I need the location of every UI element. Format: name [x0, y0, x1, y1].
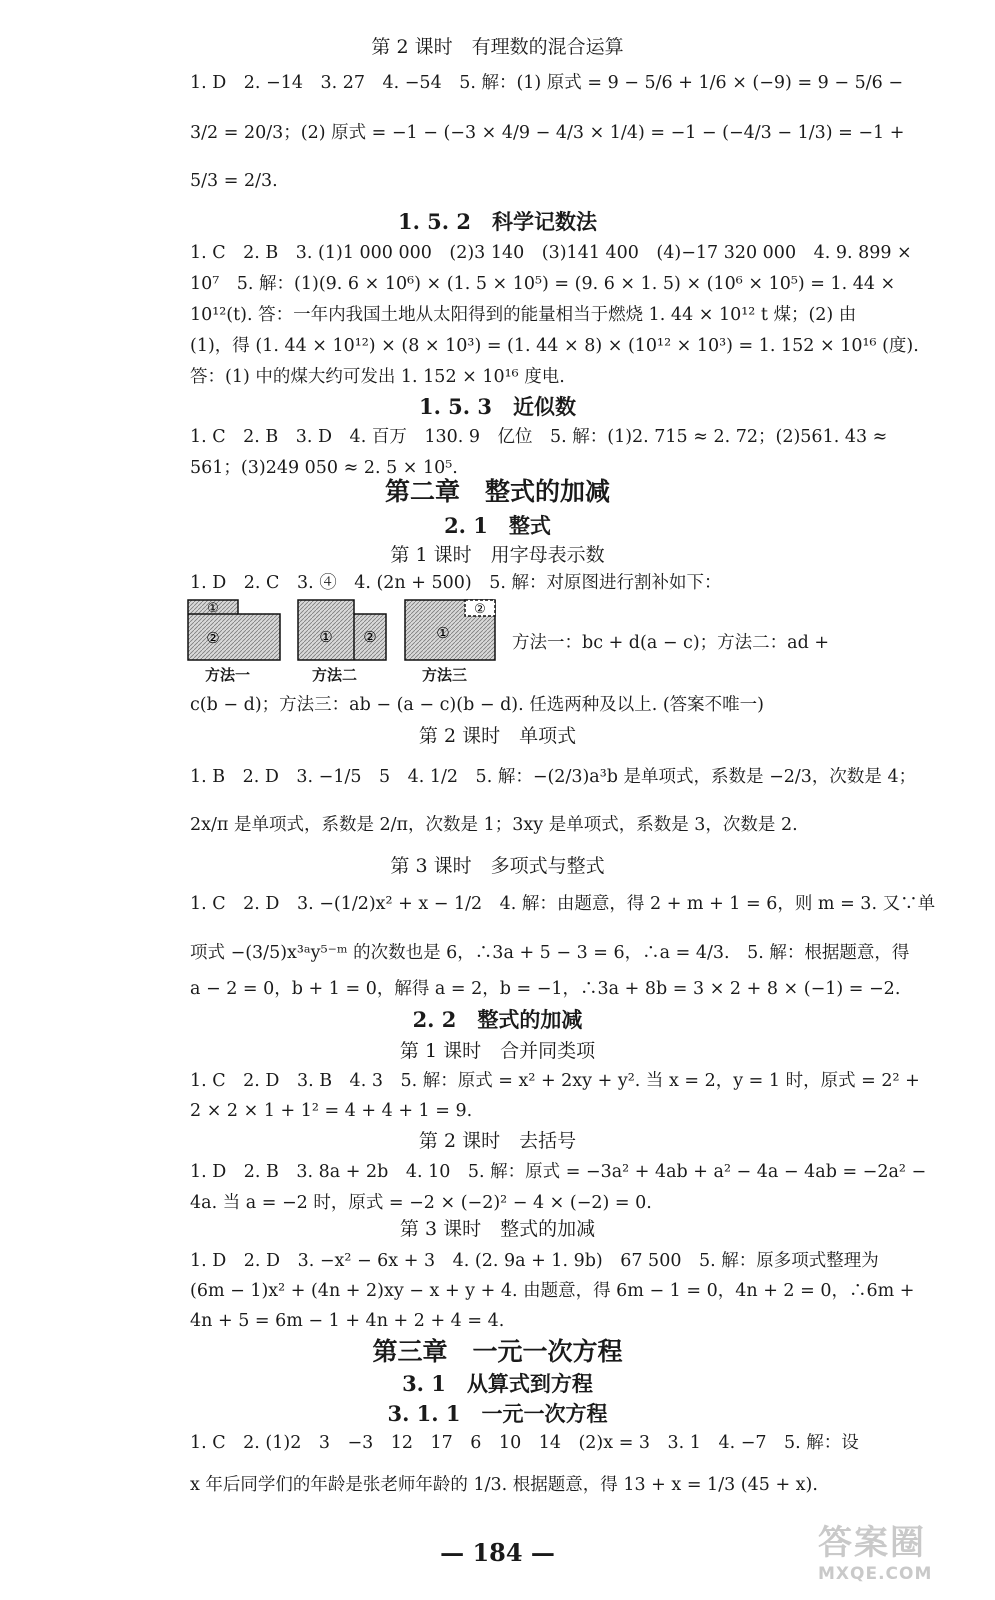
answer-line: 1. C 2. D 3. B 4. 3 5. 解：原式 = x² + 2xy + y². 当 x = 2，y = 1 时，原式 = 2² +	[190, 1071, 920, 1091]
section-heading: 1. 5. 3 近似数	[418, 394, 577, 419]
answer-line: 561；(3)249 050 ≈ 2. 5 × 10⁵.	[190, 458, 458, 478]
answer-line: 10⁷ 5. 解：(1)(9. 6 × 10⁶) × (1. 5 × 10⁵) = (9. 6 × 1. 5) × (10⁶ × 10⁵) = 1. 44 ×	[190, 274, 896, 294]
answer-line: 1. D 2. B 3. 8a + 2b 4. 10 5. 解：原式 = −3a² + 4ab + a² − 4a − 4ab = −2a² −	[190, 1162, 927, 1182]
section-heading: 2. 2 整式的加减	[412, 1007, 583, 1032]
answer-line: x 年后同学们的年龄是张老师年龄的 1/3. 根据题意，得 13 + x = 1/3 (45 + x).	[190, 1475, 818, 1495]
region-label: ②	[474, 602, 486, 617]
section-heading: 第 1 课时 合并同类项	[399, 1040, 596, 1062]
answer-line: 10¹²(t). 答：一年内我国土地从太阳得到的能量相当于燃烧 1. 44 × 10¹² t 煤；(2) 由	[190, 305, 857, 325]
answer-line: a − 2 = 0，b + 1 = 0，解得 a = 2，b = −1，∴3a + 8b = 3 × 2 + 8 × (−1) = −2.	[190, 979, 901, 999]
section-heading: 2. 1 整式	[444, 513, 551, 538]
region-label: ①	[207, 601, 219, 616]
chapter-heading: 第三章 一元一次方程	[372, 1337, 623, 1366]
answer-line: 项式 −(3/5)x³ᵃy⁵⁻ᵐ 的次数也是 6，∴3a + 5 − 3 = 6，∴a = 4/3. 5. 解：根据题意，得	[190, 943, 910, 963]
method-one-figure	[186, 598, 282, 666]
section-heading: 第 3 课时 整式的加减	[399, 1218, 596, 1240]
section-heading: 3. 1 从算式到方程	[402, 1371, 593, 1396]
watermark-brand: 答案圈	[818, 1523, 926, 1563]
figure-caption: 方法一	[205, 666, 251, 684]
page-number: — 184 —	[440, 1538, 555, 1567]
answer-line: (1)，得 (1. 44 × 10¹²) × (8 × 10³) = (1. 44 × 8) × (10¹² × 10³) = 1. 152 × 10¹⁶ (度).	[190, 336, 919, 356]
section-heading: 3. 1. 1 一元一次方程	[387, 1401, 608, 1426]
section-heading: 1. 5. 2 科学记数法	[397, 209, 598, 234]
answer-line: 4a. 当 a = −2 时，原式 = −2 × (−2)² − 4 × (−2) = 0.	[190, 1193, 652, 1213]
section-heading: 第 2 课时 单项式	[418, 725, 577, 747]
answer-line: 答：(1) 中的煤大约可发出 1. 152 × 10¹⁶ 度电.	[190, 367, 565, 387]
answer-line: 1. C 2. (1)2 3 −3 12 17 6 10 14 (2)x = 3 3. 1 4. −7 5. 解：设	[190, 1433, 859, 1453]
answer-line: 2 × 2 × 1 + 1² = 4 + 4 + 1 = 9.	[190, 1101, 473, 1121]
watermark-logo	[818, 1515, 978, 1589]
figure-caption: 方法三	[422, 666, 468, 684]
answer-line: 3/2 = 20/3；(2) 原式 = −1 − (−3 × 4/9 − 4/3 × 1/4) = −1 − (−4/3 − 1/3) = −1 +	[190, 123, 905, 143]
section-heading: 第 3 课时 多项式与整式	[390, 855, 605, 877]
answer-line: 1. D 2. D 3. −x² − 6x + 3 4. (2. 9a + 1. 9b) 67 500 5. 解：原多项式整理为	[190, 1251, 879, 1271]
answer-line: 1. D 2. C 3. ④ 4. (2n + 500) 5. 解：对原图进行割补如下：	[190, 573, 722, 593]
figure-caption: 方法二	[312, 666, 358, 684]
answer-line: 1. D 2. −14 3. 27 4. −54 5. 解：(1) 原式 = 9 − 5/6 + 1/6 × (−9) = 9 − 5/6 −	[190, 73, 903, 93]
answer-line: 2x/π 是单项式，系数是 2/π，次数是 1；3xy 是单项式，系数是 3，次数是 2.	[190, 815, 798, 835]
region-label: ①	[436, 624, 450, 642]
section-heading: 第 2 课时 有理数的混合运算	[371, 36, 624, 58]
region-label: ①	[319, 628, 333, 646]
answer-line: c(b − d)；方法三：ab − (a − c)(b − d). 任选两种及以上. (答案不唯一)	[190, 695, 765, 715]
answer-line: 4n + 5 = 6m − 1 + 4n + 2 + 4 = 4.	[190, 1311, 505, 1331]
answer-line: 1. C 2. B 3. D 4. 百万 130. 9 亿位 5. 解：(1)2. 715 ≈ 2. 72；(2)561. 43 ≈	[190, 427, 888, 447]
section-heading: 第 2 课时 去括号	[418, 1130, 577, 1152]
chapter-heading: 第二章 整式的加减	[384, 477, 610, 506]
method-two-figure	[296, 598, 388, 666]
method-one-shape	[188, 600, 280, 660]
region-label: ②	[363, 628, 377, 646]
watermark-url: MXQE.COM	[818, 1564, 933, 1584]
section-heading: 第 1 课时 用字母表示数	[390, 544, 605, 566]
region-label: ②	[206, 629, 220, 647]
answer-line: 1. C 2. B 3. (1)1 000 000 (2)3 140 (3)141 400 (4)−17 320 000 4. 9. 899 ×	[190, 243, 912, 263]
answer-line: 1. B 2. D 3. −1/5 5 4. 1/2 5. 解：−(2/3)a³b 是单项式，系数是 −2/3，次数是 4；	[190, 767, 917, 787]
answer-line: 方法一：bc + d(a − c)；方法二：ad +	[512, 633, 830, 653]
answer-line: 1. C 2. D 3. −(1/2)x² + x − 1/2 4. 解：由题意，得 2 + m + 1 = 6，则 m = 3. 又∵单	[190, 894, 936, 914]
answer-line: (6m − 1)x² + (4n + 2)xy − x + y + 4. 由题意，得 6m − 1 = 0，4n + 2 = 0，∴6m +	[190, 1281, 915, 1301]
answer-line: 5/3 = 2/3.	[190, 171, 278, 191]
method-three-figure	[403, 598, 497, 666]
